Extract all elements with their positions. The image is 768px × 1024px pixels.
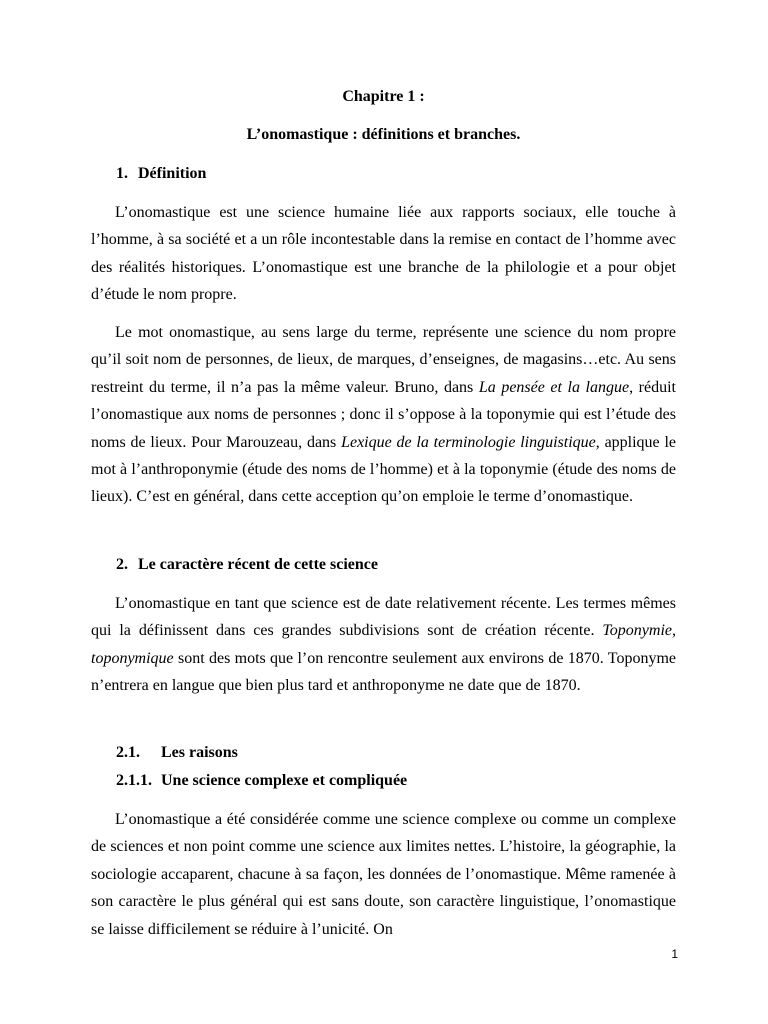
section-2-1-number: 2.1.: [116, 744, 140, 761]
section-1-paragraph-1-text: L’onomastique est une science humaine liée aux rapports sociaux, elle touche à l’homme, à sa société et a un rôle incontestable dans la remise en contact de l’homme avec des réalités historiques. L’onomastique est une branche de la philologie et a pour objet d’étude le nom propre.: [91, 204, 676, 304]
section-2-heading: [116, 555, 616, 575]
section-1-heading: [116, 164, 616, 184]
section-1-paragraph-1: [91, 199, 676, 309]
section-2-paragraph-1-text-a: L’onomastique en tant que science est de date relativement récente. Les termes mêmes qui la définissent dans ces grandes subdivisions sont de création récente.: [91, 595, 676, 640]
section-1-paragraph-2: [91, 319, 676, 511]
section-2-1-1-paragraph-1-text: L’onomastique a été considérée comme une science complexe ou comme un complexe de sciences et non point comme une science aux limites nettes. L’histoire, la géographie, la sociologie accaparent, chacune à sa façon, les données de l’onomastique. Même ramenée à son caractère le plus général qui est sans doute, son caractère linguistique, l’onomastique se laisse difficilement se réduire à l’unicité. On: [91, 811, 676, 938]
section-2-1-1-title: Une science complexe et compliquée: [161, 772, 408, 789]
book-title-lexique: Lexique de la terminologie linguistique: [341, 433, 596, 451]
section-2-1-1-heading: [116, 771, 616, 791]
section-2-1-1-paragraph-1: [91, 806, 676, 943]
section-2-paragraph-1: [91, 590, 676, 700]
chapter-title: L’onomastique : définitions et branches.: [246, 126, 521, 143]
section-2-1-1-number: 2.1.1.: [116, 772, 152, 789]
section-2-number: 2.: [116, 556, 128, 573]
book-title-la-pensee: La pensée et la langue: [478, 378, 630, 396]
section-2-1-heading: [116, 743, 616, 763]
section-2-1-title: Les raisons: [161, 744, 238, 761]
page-number: 1: [671, 947, 678, 961]
terms-toponymie: Toponymie, toponymique: [91, 622, 676, 667]
section-2-title: Le caractère récent de cette science: [138, 556, 378, 573]
section-1-number: 1.: [116, 165, 128, 182]
section-1-paragraph-2-text-a: Le mot onomastique, au sens large du terme, représente une science du nom propre qu’il soit nom de personnes, de lieux, de marques, d’enseignes, de magasins…etc. Au sens restreint du terme, il n’a pas la même valeur. Bruno, dans: [91, 324, 676, 396]
section-1-paragraph-2-text-c: , applique le mot à l’anthroponymie (étude des noms de l’homme) et à la toponymie (étude des noms de lieux). C’est en général, dans cette acception qu’on emploie le terme d’onomastique.: [91, 433, 676, 506]
chapter-label: Chapitre 1 :: [342, 88, 425, 105]
section-2-paragraph-1-text-b: sont des mots que l’on rencontre seulement aux environs de 1870. Toponyme n’entrera en langue que bien plus tard et anthroponyme ne date que de 1870.: [91, 649, 676, 695]
section-1-title: Définition: [138, 165, 207, 182]
section-1-paragraph-2-text-b: , réduit l’onomastique aux noms de personnes ; donc il s’oppose à la toponymie qui est l’étude des noms de lieux. Pour Marouzeau, dans: [91, 378, 677, 451]
